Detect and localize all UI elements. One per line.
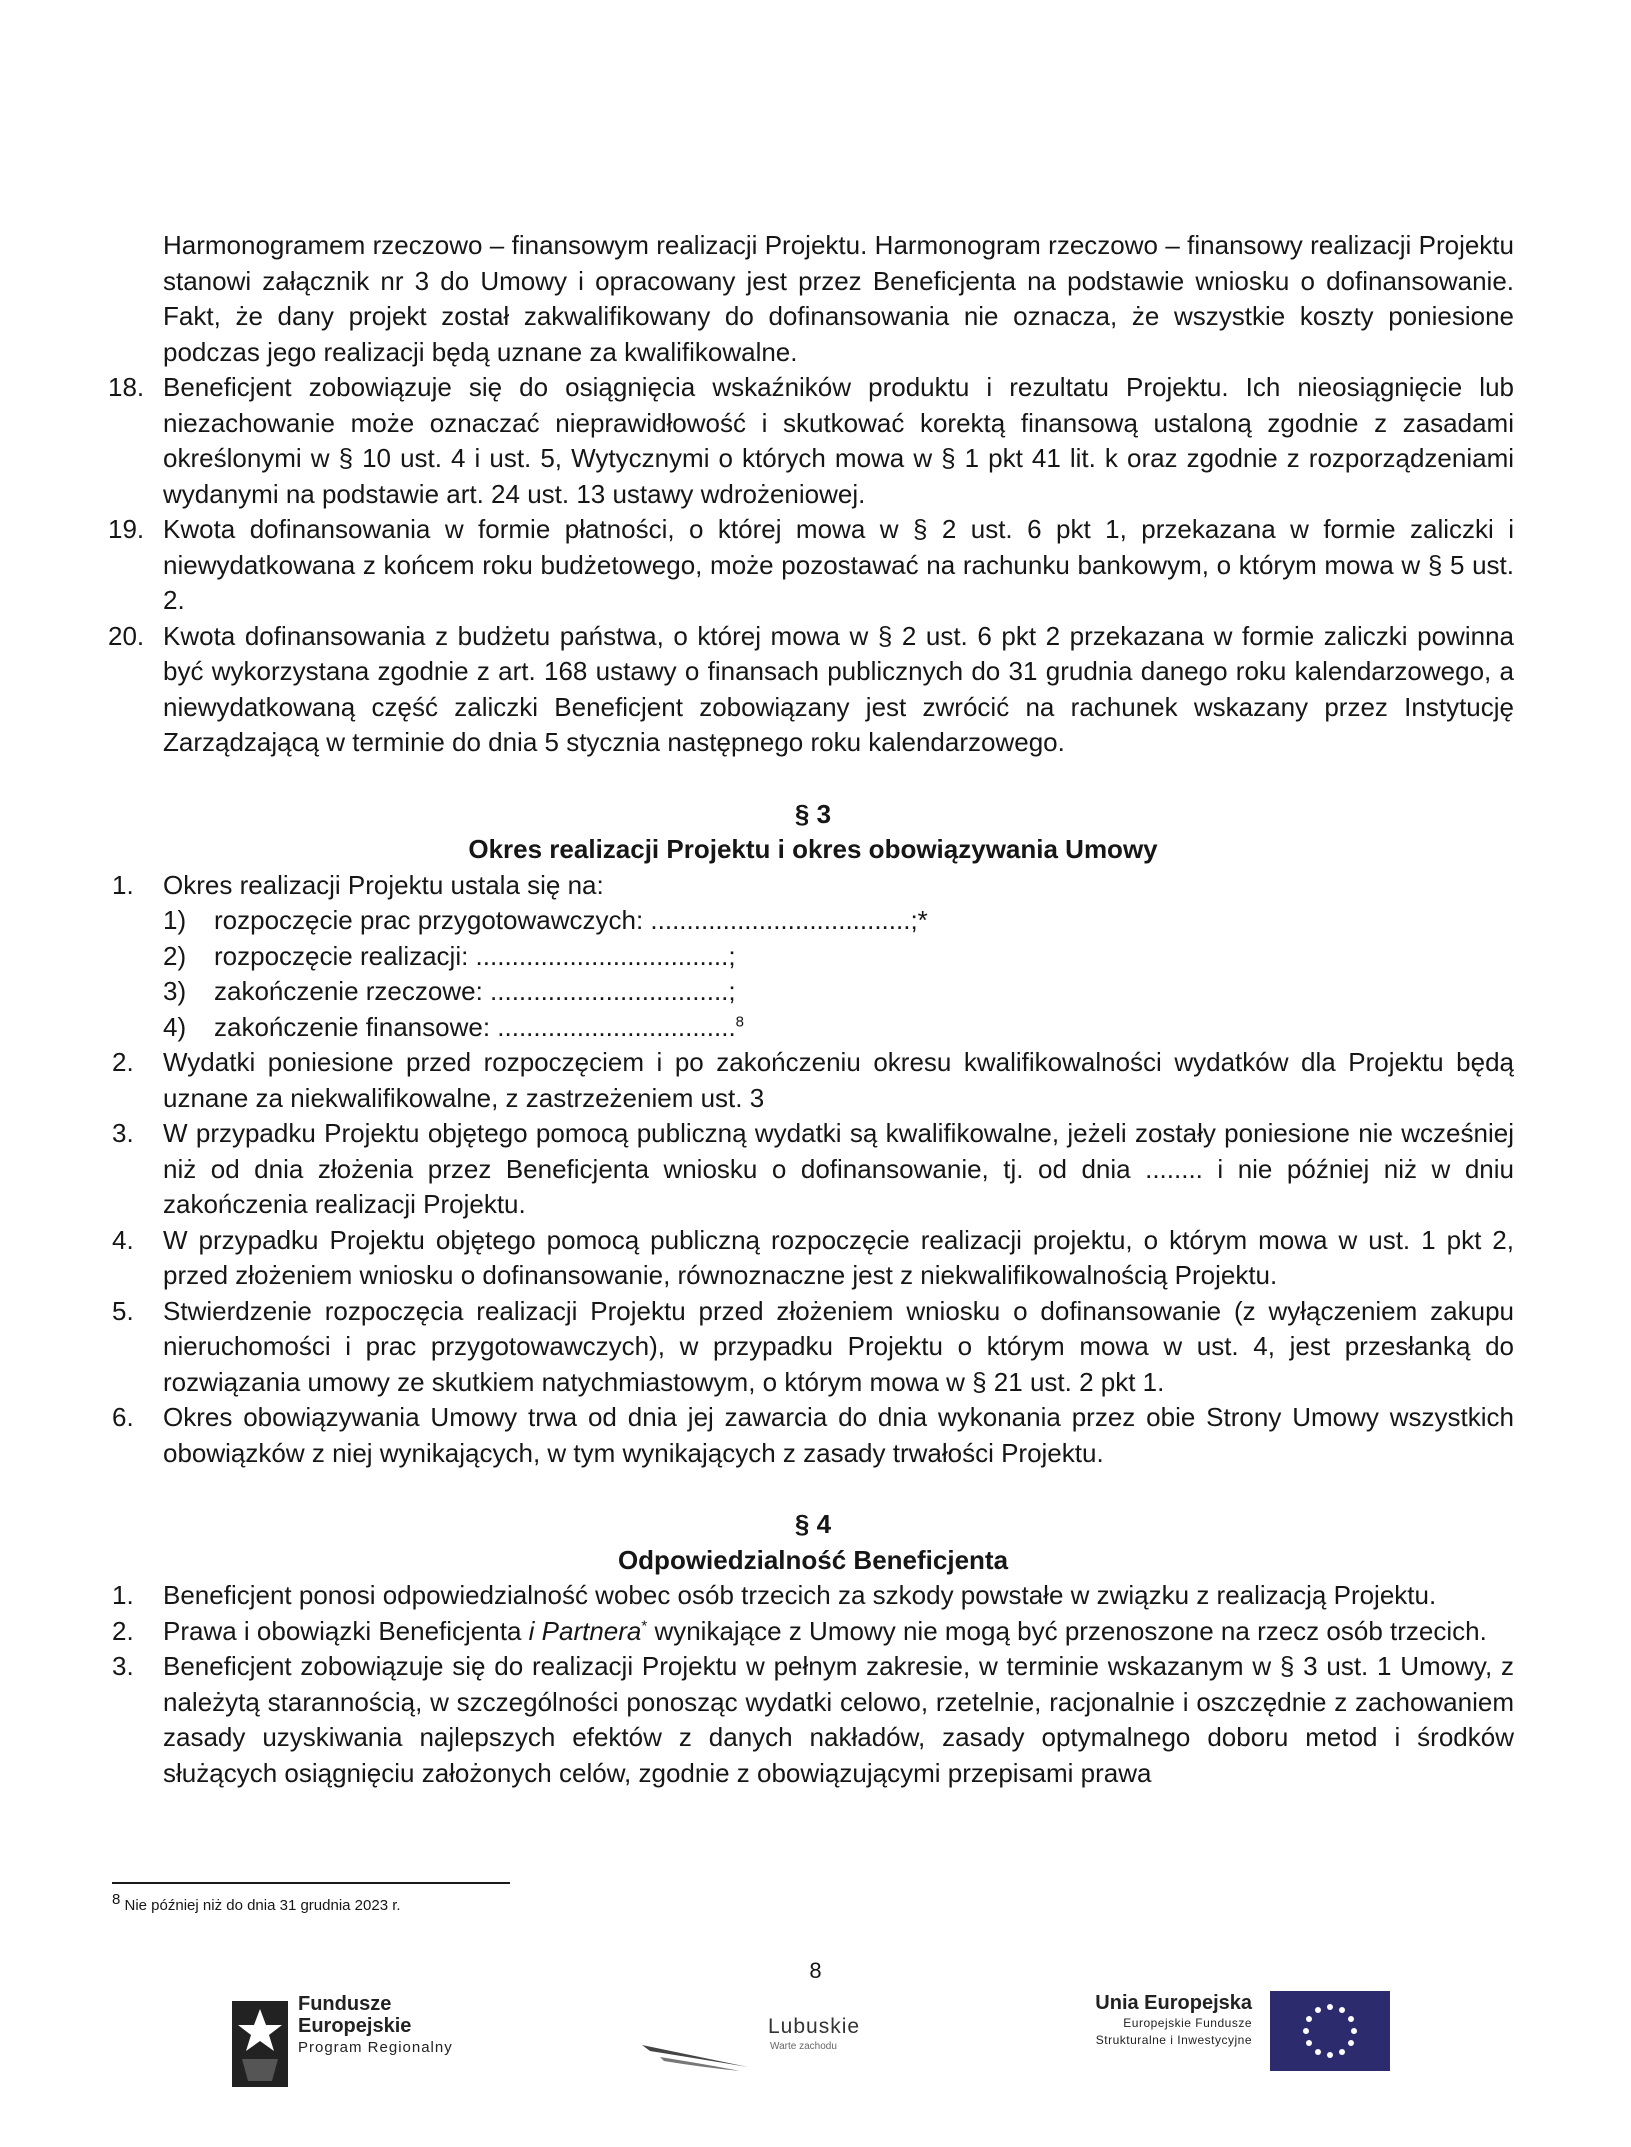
item-text: Stwierdzenie rozpoczęcia realizacji Projektu przed złożeniem wniosku o dofinansowanie (z wyłączeniem zakupu nieruchomości i prac przygotowawczych), w przypadku Projektu o którym mowa w ust. 4, jest przesłanką do rozwiązania umowy ze skutkiem natychmiastowym, o którym mowa w § 21 ust. 2 pkt 1. [163,1295,1514,1397]
sub-item [163,1010,1514,1046]
section-symbol: § 4 [794,1509,832,1539]
item-text: Beneficjent zobowiązuje się do realizacji Projektu w pełnym zakresie, w terminie wskazanym w § 3 ust. 1 Umowy, z należytą starannością, w szczególności ponosząc wydatki celowo, rzetelnie, racjonalnie i oszczędnie z zachowaniem zasady uzyskiwania najlepszych efektów z danych nakładów, zasady optymalnego doboru metod i środków służących osiągnięciu założonych celów, zgodnie z obowiązującymi przepisami prawa [163,1651,1514,1788]
footnote-ref: 8 [735,1012,745,1030]
ue-title: Unia Europejska [1095,1992,1252,2014]
item-text: Beneficjent ponosi odpowiedzialność wobec osób trzecich za szkody powstałe w związku z realizacją Projektu. [163,1580,1437,1610]
item-text: W przypadku Projektu objętego pomocą publiczną rozpoczęcie realizacji projektu, o którym mowa w ust. 1 pkt 2, przed złożeniem wniosku o dofinansowanie, równoznaczne jest z niekwalifikowalnością Projektu. [163,1224,1514,1290]
fe-line3: Program Regionalny [298,2039,453,2056]
section-symbol: § 3 [794,798,832,829]
section2-list [108,370,1514,761]
sub-item-number: 4) [163,1011,187,1042]
section-title: Okres realizacji Projektu i okres obowiązywania Umowy [468,834,1158,864]
item-number: 1. [112,869,134,900]
item-text: Prawa i obowiązki Beneficjenta [163,1615,529,1646]
item-text: Kwota dofinansowania z budżetu państwa, o której mowa w § 2 ust. 6 pkt 2 przekazana w formie zaliczki powinna być wykorzystana zgodnie z art. 168 ustawy o finansach publicznych do 31 grudnia danego roku kalendarzowego, a niewydatkowaną część zaliczki Beneficjent zobowiązany jest zwrócić na rachunek wskazany przez Instytucję Zarządzającą w terminie do dnia 5 stycznia następnego roku kalendarzowego. [163,620,1514,757]
list-item [108,370,1514,512]
item-text: Wydatki poniesione przed rozpoczęciem i po zakończeniu okresu kwalifikowalności wydatków dla Projektu będą uznane za niekwalifikowalne, z zastrzeżeniem ust. 3 [163,1047,1514,1113]
list-item [108,619,1514,761]
sub-item-text: rozpoczęcie realizacji: ...................................; [214,940,736,971]
sub-item-text: rozpoczęcie prac przygotowawczych: ....................................;* [214,905,928,935]
list-item [112,868,1514,1046]
item-number: 3. [112,1651,134,1681]
fe-line1: Fundusze [298,1993,392,2015]
section3-list [112,868,1514,1472]
list-item [112,1116,1514,1223]
footnote-marker: 8 [112,1891,121,1908]
sub-item-text: zakończenie rzeczowe: .................................; [214,976,736,1006]
fe-star-icon [232,2001,288,2087]
item-text: W przypadku Projektu objętego pomocą publiczną wydatki są kwalifikowalne, jeżeli zostały poniesione nie wcześniej niż od dnia złożenia przez Beneficjenta wniosku o dofinansowanie, tj. od dnia ........ i nie później niż w dniu zakończenia realizacji Projektu. [163,1118,1514,1219]
footer-logos [0,1985,1631,2147]
ue-text [1030,1991,1252,2049]
item-text: Kwota dofinansowania w formie płatności, o której mowa w § 2 ust. 6 pkt 1, przekazana w formie zaliczki i niewydatkowana z końcem roku budżetowego, może pozostawać na rachunku bankowym, o którym mowa w § 5 ust. 2. [163,514,1514,615]
item-number: 6. [112,1402,134,1432]
sub-item [163,903,1514,939]
document-body [108,0,1514,1791]
lubuskie-tagline: Warte zachodu [770,2041,837,2052]
fe-text [298,1993,453,2059]
fe-line2: Europejskie [298,2015,412,2037]
list-item [112,1223,1514,1294]
item-number: 18. [108,372,145,402]
list-item [112,1614,1514,1650]
list-item [112,1649,1514,1791]
ue-line2: Strukturalne i Inwestycyjne [1095,2033,1252,2047]
item-text: Beneficjent zobowiązuje się do osiągnięcia wskaźników produktu i rezultatu Projektu. Ich nieosiągnięcie lub niezachowanie może oznaczać nieprawidłowość i skutkować korektą finansową ustaloną zgodnie z zasadami określonymi w § 10 ust. 4 i ust. 5, Wytycznymi o których mowa w § 1 pkt 41 lit. k oraz zgodnie z rozporządzeniami wydanymi na podstawie art. 24 ust. 13 ustawy wdrożeniowej. [163,372,1514,509]
footnote-divider [112,1882,510,1884]
item-number: 20. [108,620,145,651]
item-text: Okres obowiązywania Umowy trwa od dnia jej zawarcia do dnia wykonania przez obie Strony Umowy wszystkich obowiązków z niej wynikających, w tym wynikających z zasady trwałości Projektu. [163,1402,1514,1468]
footnote-text: Nie później niż do dnia 31 grudnia 2023 r. [120,1897,401,1914]
list-item [108,512,1514,619]
sub-item [163,939,1514,975]
lubuskie-name: Lubuskie [768,2015,861,2038]
list-item [112,1400,1514,1471]
item-number: 5. [112,1295,134,1326]
item-text: wynikające z Umowy nie mogą być przenoszone na rzecz osób trzecich. [647,1615,1487,1646]
section-title: Odpowiedzialność Beneficjenta [617,1544,1009,1575]
italic-partner: i Partnera [528,1615,642,1646]
list-item [112,1294,1514,1401]
item-text: Okres realizacji Projektu ustala się na: [163,869,604,900]
sub-list [163,903,1514,1045]
sub-item-text: zakończenie finansowe: ................................. [214,1011,736,1042]
intro-paragraph: Harmonogramem rzeczowo – finansowym realizacji Projektu. Harmonogram rzeczowo – finansowy realizacji Projektu stanowi załącznik nr 3 do Umowy i opracowany jest przez Beneficjenta na podstawie wniosku o dofinansowanie. Fakt, że dany projekt został zakwalifikowany do dofinansowania nie oznacza, że wszystkie koszty poniesione podczas jego realizacji będą uznane za kwalifikowalne. [163,230,1514,367]
list-item [112,1045,1514,1116]
footnote [112,1891,401,1916]
ue-line1: Europejskie Fundusze [1123,2016,1252,2030]
eu-flag-icon [1270,1991,1390,2071]
list-item [112,1578,1514,1614]
sub-item [163,974,1514,1010]
item-number: 1. [112,1580,134,1610]
unia-europejska-logo [1030,1991,1390,2101]
sub-item-number: 3) [163,976,187,1006]
item-number: 4. [112,1224,134,1255]
lubuskie-swoosh-icon [640,2037,750,2077]
item-number: 3. [112,1118,134,1148]
section4-list [112,1578,1514,1791]
lubuskie-logo [640,2007,890,2097]
sub-item-number: 2) [163,940,187,971]
page-number: 8 [809,1958,822,1983]
fundusze-europejskie-logo [232,1993,472,2113]
item-number: 2. [112,1047,134,1077]
sub-item-number: 1) [163,905,187,935]
item-number: 2. [112,1615,134,1646]
item-number: 19. [108,514,145,544]
asterisk-marker: * [641,1616,648,1634]
